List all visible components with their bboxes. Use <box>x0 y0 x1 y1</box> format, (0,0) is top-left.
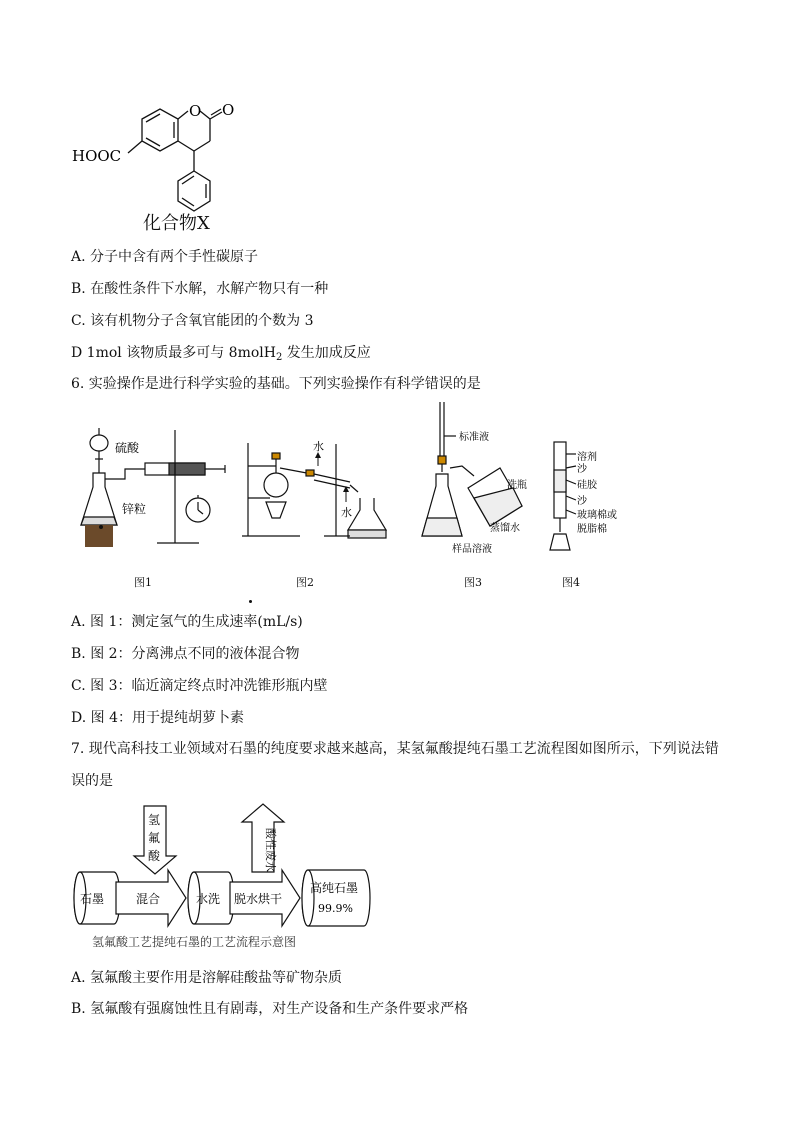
fig1-acid-label: 硫酸 <box>115 441 140 455</box>
flow-dry-label: 脱水烘干 <box>234 892 283 906</box>
q5-option-d-prefix: D 1mol 该物质最多可与 8molH <box>71 345 276 361</box>
flow-wash-label: 水洗 <box>196 892 221 906</box>
fig2-caption: 图2 <box>296 576 314 589</box>
q7-flow-caption: 氢氟酸工艺提纯石墨的工艺流程示意图 <box>92 935 297 949</box>
q6-option-b: B. 图 2：分离沸点不同的液体混合物 <box>71 646 300 662</box>
q7-stem-line1: 7. 现代高科技工业领域对石墨的纯度要求越来越高，某氢氟酸提纯石墨工艺流程图如图所示，下列说法错 <box>71 741 719 757</box>
figure-2-distillation <box>240 438 405 548</box>
fig3-sample-label: 样品溶液 <box>452 544 492 555</box>
ring-oxygen-label: O <box>189 102 202 120</box>
fig3-standard-label: 标准液 <box>459 432 489 443</box>
carbonyl-oxygen-label: O <box>222 101 235 119</box>
q5-option-d <box>71 344 371 367</box>
fig2-water-top-label: 水 <box>313 440 324 453</box>
q5-option-a: A. 分子中含有两个手性碳原子 <box>71 249 259 265</box>
figure-3-titration <box>418 398 548 558</box>
q7-option-a: A. 氢氟酸主要作用是溶解硅酸盐等矿物杂质 <box>71 970 343 986</box>
flow-output-label: 酸性废水 <box>264 828 277 872</box>
fig3-distilled-label: 蒸馏水 <box>490 523 520 534</box>
fig4-sand-top-label: 沙 <box>577 464 587 475</box>
fig1-caption: 图1 <box>134 576 152 589</box>
q7-stem-line2: 误的是 <box>71 773 113 789</box>
fig4-sand-bottom-label: 沙 <box>577 496 587 507</box>
q6-option-a: A. 图 1：测定氢气的生成速率(mL/s) <box>71 614 303 630</box>
q5-option-c: C. 该有机物分子含氧官能团的个数为 3 <box>71 313 314 329</box>
flow-product-label: 高纯石墨 <box>310 881 359 895</box>
flow-product-purity: 99.9% <box>318 902 353 915</box>
q7-option-b: B. 氢氟酸有强腐蚀性且有剧毒，对生产设备和生产条件要求严格 <box>71 1001 469 1017</box>
flow-input-char-3: 酸 <box>148 849 161 863</box>
stray-dot <box>249 600 252 603</box>
fig2-water-bottom-label: 水 <box>341 506 352 519</box>
q7-flow-diagram <box>70 800 380 930</box>
q6-option-c: C. 图 3：临近滴定终点时冲洗锥形瓶内壁 <box>71 678 328 694</box>
fig3-wash-bottle-label: 洗瓶 <box>507 480 527 491</box>
q6-option-d: D. 图 4：用于提纯胡萝卜素 <box>71 710 244 726</box>
fig4-cotton-label: 脱脂棉 <box>577 524 607 535</box>
fig3-caption: 图3 <box>464 576 482 589</box>
fig4-solvent-label: 溶剂 <box>577 452 597 463</box>
figure-1-apparatus <box>75 425 235 555</box>
q5-option-d-suffix: 发生加成反应 <box>282 345 371 361</box>
q5-option-d-subscript: 2 <box>275 352 283 363</box>
fig4-silica-label: 硅胶 <box>577 480 597 491</box>
figure-4-column <box>548 440 658 558</box>
q5-option-b: B. 在酸性条件下水解，水解产物只有一种 <box>71 281 329 297</box>
fig4-glass-wool-label: 玻璃棉或 <box>577 510 617 521</box>
flow-input-char-2: 氟 <box>148 831 161 845</box>
fig4-caption: 图4 <box>562 576 580 589</box>
fig1-zinc-label: 锌粒 <box>122 502 147 516</box>
compound-caption: 化合物X <box>143 213 210 234</box>
carboxyl-group-label: HOOC <box>72 147 122 165</box>
flow-mix-label: 混合 <box>136 892 161 906</box>
flow-input-char-1: 氢 <box>148 813 161 827</box>
flow-graphite-label: 石墨 <box>80 892 105 906</box>
q6-stem: 6. 实验操作是进行科学实验的基础。下列实验操作有科学错误的是 <box>71 376 481 392</box>
